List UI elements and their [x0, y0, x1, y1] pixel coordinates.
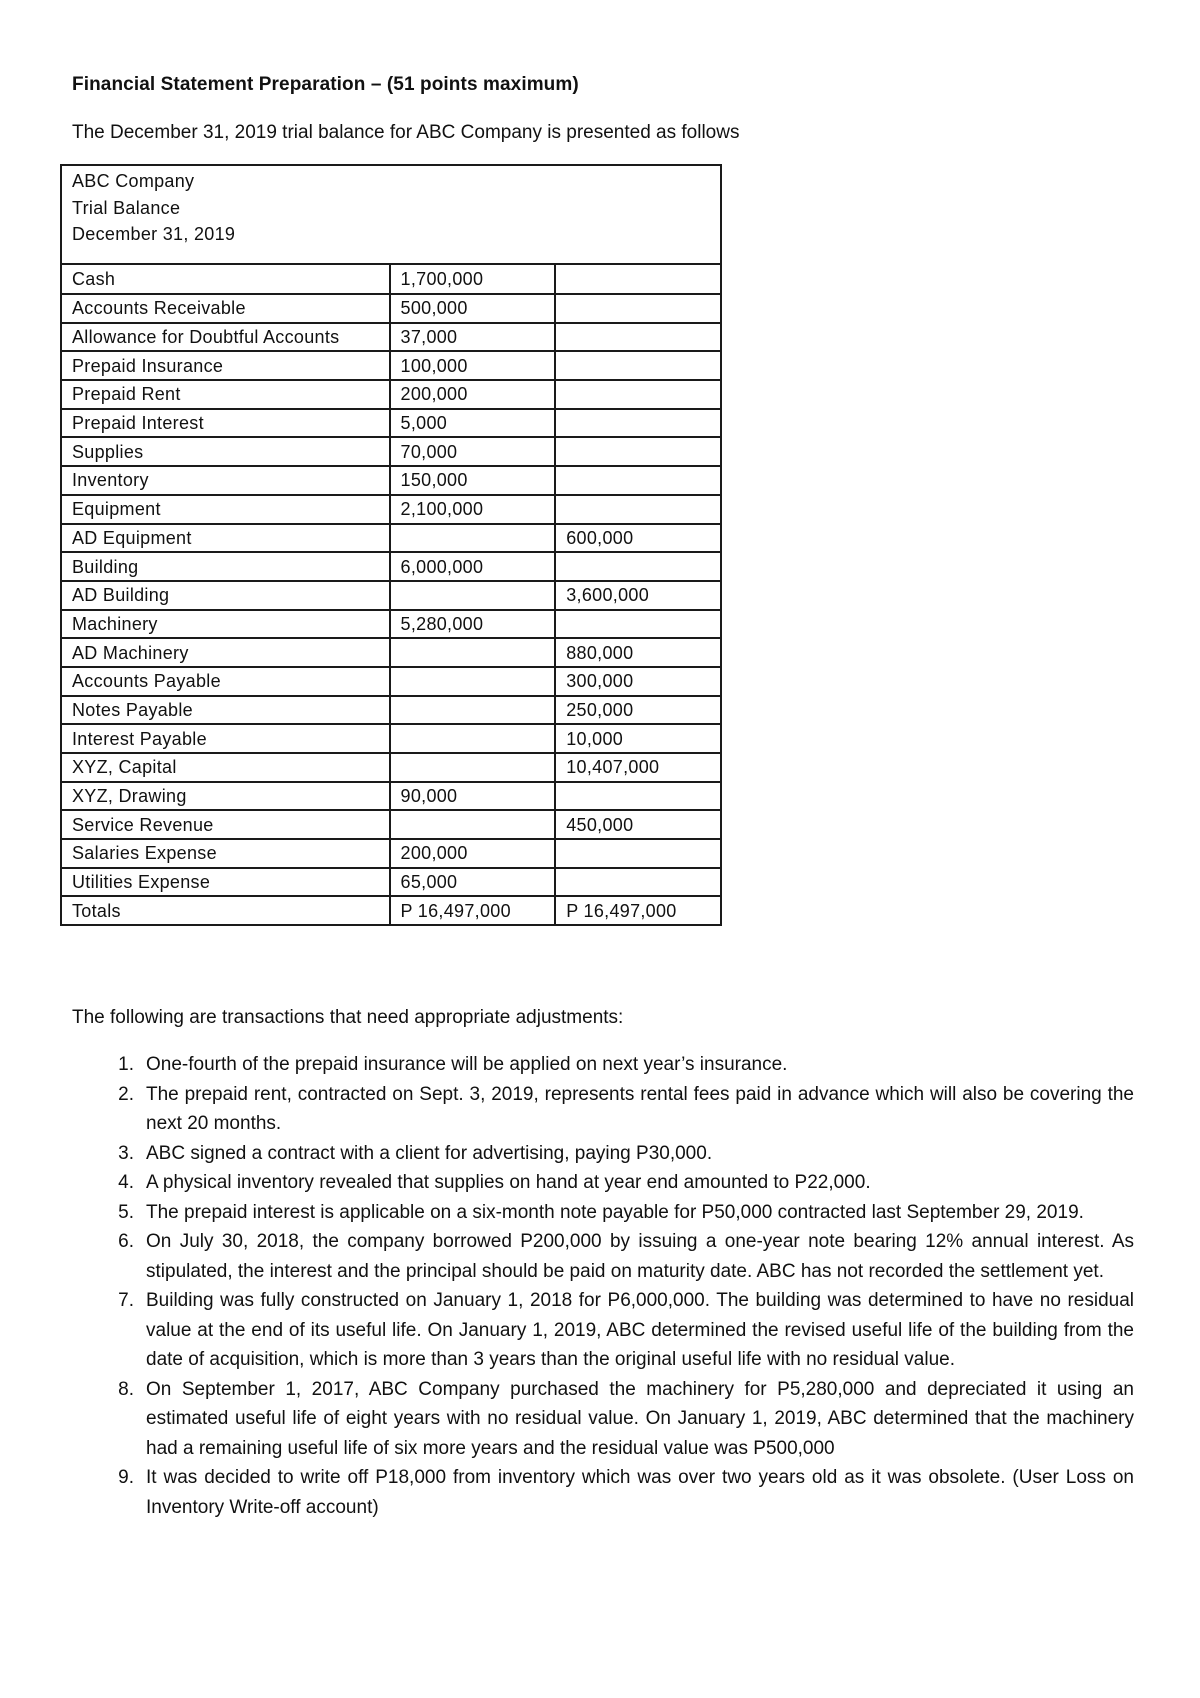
list-item-number: 3. [118, 1142, 134, 1164]
account-cell: Notes Payable [61, 696, 390, 725]
company-name: ABC Company [72, 171, 195, 191]
account-cell: Cash [61, 264, 390, 294]
credit-cell [555, 610, 721, 639]
credit-cell: 300,000 [555, 667, 721, 696]
account-cell: Supplies [61, 437, 390, 466]
table-row [61, 552, 721, 581]
debit-cell: 150,000 [390, 466, 556, 495]
account-cell: Totals [61, 896, 390, 925]
statement-title: Trial Balance [72, 197, 181, 218]
credit-cell [555, 323, 721, 352]
table-row [61, 264, 721, 294]
list-item-text: On September 1, 2017, ABC Company purchased the machinery for P5,280,000 and depreciated it using an estimated useful life of eight years with no residual value. On January 1, 2019, ABC determined that the machinery had a remaining useful life of six more years and the residual value was P500,000 [146, 1378, 1134, 1459]
list-item-number: 4. [118, 1172, 134, 1193]
list-item-text: It was decided to write off P18,000 from inventory which was over two years old as it was obsolete. (User Loss on Inventory Write-off account) [146, 1467, 1134, 1518]
list-item-number: 5. [118, 1201, 134, 1223]
list-item-number: 6. [118, 1231, 134, 1252]
account-cell: Machinery [61, 610, 390, 639]
table-row [61, 868, 721, 897]
debit-cell [390, 638, 556, 667]
adjustments-intro: The following are transactions that need appropriate adjustments: [72, 1007, 624, 1028]
debit-cell [390, 524, 556, 553]
list-item-number: 7. [118, 1290, 134, 1311]
credit-cell: 3,600,000 [555, 581, 721, 610]
document-heading: Financial Statement Preparation – (51 points maximum) [72, 74, 579, 95]
account-cell: Prepaid Insurance [61, 351, 390, 380]
table-row [61, 782, 721, 811]
list-item-text: On July 30, 2018, the company borrowed P200,000 by issuing a one-year note bearing 12% annual interest. As stipulated, the interest and the principal should be paid on maturity date. ABC has not recorded the settlement yet. [146, 1231, 1134, 1282]
debit-cell: 100,000 [390, 351, 556, 380]
list-item [72, 1168, 1134, 1198]
credit-cell [555, 466, 721, 495]
account-cell: XYZ, Drawing [61, 782, 390, 811]
debit-cell: 500,000 [390, 294, 556, 323]
trial-balance-table [60, 164, 722, 926]
table-row [61, 437, 721, 466]
list-item-number: 9. [118, 1467, 134, 1488]
account-cell: AD Building [61, 581, 390, 610]
account-cell: Allowance for Doubtful Accounts [61, 323, 390, 352]
table-row [61, 638, 721, 667]
table-row [61, 524, 721, 553]
credit-cell [555, 839, 721, 868]
credit-cell [555, 495, 721, 524]
table-row [61, 724, 721, 753]
table-row [61, 409, 721, 438]
table-row [61, 753, 721, 782]
account-cell: Accounts Payable [61, 667, 390, 696]
table-row [61, 581, 721, 610]
trial-balance-intro: The December 31, 2019 trial balance for ABC Company is presented as follows [72, 122, 740, 143]
list-item [72, 1227, 1134, 1286]
table-row [61, 495, 721, 524]
credit-cell: P 16,497,000 [555, 896, 721, 925]
credit-cell [555, 409, 721, 438]
debit-cell: 65,000 [390, 868, 556, 897]
table-row [61, 839, 721, 868]
credit-cell: 10,000 [555, 724, 721, 753]
table-row [61, 810, 721, 839]
debit-cell: P 16,497,000 [390, 896, 556, 925]
credit-cell [555, 437, 721, 466]
debit-cell: 5,280,000 [390, 610, 556, 639]
table-row [61, 380, 721, 409]
debit-cell [390, 696, 556, 725]
account-cell: Service Revenue [61, 810, 390, 839]
table-row [61, 351, 721, 380]
list-item-number: 2. [118, 1083, 134, 1105]
account-cell: Interest Payable [61, 724, 390, 753]
list-item-text: Building was fully constructed on January 1, 2018 for P6,000,000. The building was determined to have no residual value at the end of its useful life. On January 1, 2019, ABC determined the revised useful life of the building from the date of acquisition, which is more than 3 years than the original useful life with no residual value. [146, 1290, 1134, 1370]
list-item [72, 1198, 1134, 1228]
table-row [61, 466, 721, 495]
debit-cell [390, 810, 556, 839]
trial-balance-header-cell [61, 165, 721, 264]
debit-cell [390, 581, 556, 610]
debit-cell [390, 753, 556, 782]
totals-row [61, 896, 721, 925]
debit-cell: 200,000 [390, 380, 556, 409]
account-cell: Building [61, 552, 390, 581]
account-cell: AD Machinery [61, 638, 390, 667]
table-row [61, 696, 721, 725]
credit-cell: 450,000 [555, 810, 721, 839]
debit-cell: 200,000 [390, 839, 556, 868]
account-cell: Equipment [61, 495, 390, 524]
list-item-text: The prepaid rent, contracted on Sept. 3, 2019, represents rental fees paid in advance which will also be covering the next 20 months. [146, 1083, 1134, 1134]
account-cell: XYZ, Capital [61, 753, 390, 782]
credit-cell [555, 351, 721, 380]
list-item [72, 1050, 1134, 1080]
account-cell: Accounts Receivable [61, 294, 390, 323]
list-item [72, 1080, 1134, 1139]
credit-cell: 250,000 [555, 696, 721, 725]
credit-cell [555, 380, 721, 409]
account-cell: AD Equipment [61, 524, 390, 553]
list-item [72, 1139, 1134, 1169]
list-item-text: One-fourth of the prepaid insurance will be applied on next year’s insurance. [146, 1054, 788, 1075]
debit-cell [390, 667, 556, 696]
credit-cell [555, 782, 721, 811]
list-item-text: ABC signed a contract with a client for advertising, paying P30,000. [146, 1142, 713, 1164]
list-item-number: 1. [118, 1054, 134, 1075]
debit-cell: 90,000 [390, 782, 556, 811]
credit-cell [555, 868, 721, 897]
account-cell: Prepaid Rent [61, 380, 390, 409]
account-cell: Inventory [61, 466, 390, 495]
list-item-text: The prepaid interest is applicable on a six-month note payable for P50,000 contracted last September 29, 2019. [146, 1201, 1084, 1223]
trial-balance-header-row [61, 165, 721, 264]
credit-cell [555, 552, 721, 581]
adjustments-list [72, 1050, 1134, 1522]
statement-date: December 31, 2019 [72, 224, 236, 244]
credit-cell: 10,407,000 [555, 753, 721, 782]
credit-cell [555, 264, 721, 294]
debit-cell: 5,000 [390, 409, 556, 438]
account-cell: Salaries Expense [61, 839, 390, 868]
list-item [72, 1286, 1134, 1375]
debit-cell: 6,000,000 [390, 552, 556, 581]
list-item [72, 1375, 1134, 1464]
credit-cell [555, 294, 721, 323]
debit-cell: 37,000 [390, 323, 556, 352]
debit-cell: 70,000 [390, 437, 556, 466]
account-cell: Prepaid Interest [61, 409, 390, 438]
credit-cell: 600,000 [555, 524, 721, 553]
debit-cell: 2,100,000 [390, 495, 556, 524]
debit-cell: 1,700,000 [390, 264, 556, 294]
list-item [72, 1463, 1134, 1522]
list-item-text: A physical inventory revealed that supplies on hand at year end amounted to P22,000. [146, 1172, 871, 1193]
debit-cell [390, 724, 556, 753]
table-row [61, 667, 721, 696]
table-row [61, 610, 721, 639]
account-cell: Utilities Expense [61, 868, 390, 897]
credit-cell: 880,000 [555, 638, 721, 667]
list-item-number: 8. [118, 1378, 134, 1400]
table-row [61, 323, 721, 352]
table-row [61, 294, 721, 323]
